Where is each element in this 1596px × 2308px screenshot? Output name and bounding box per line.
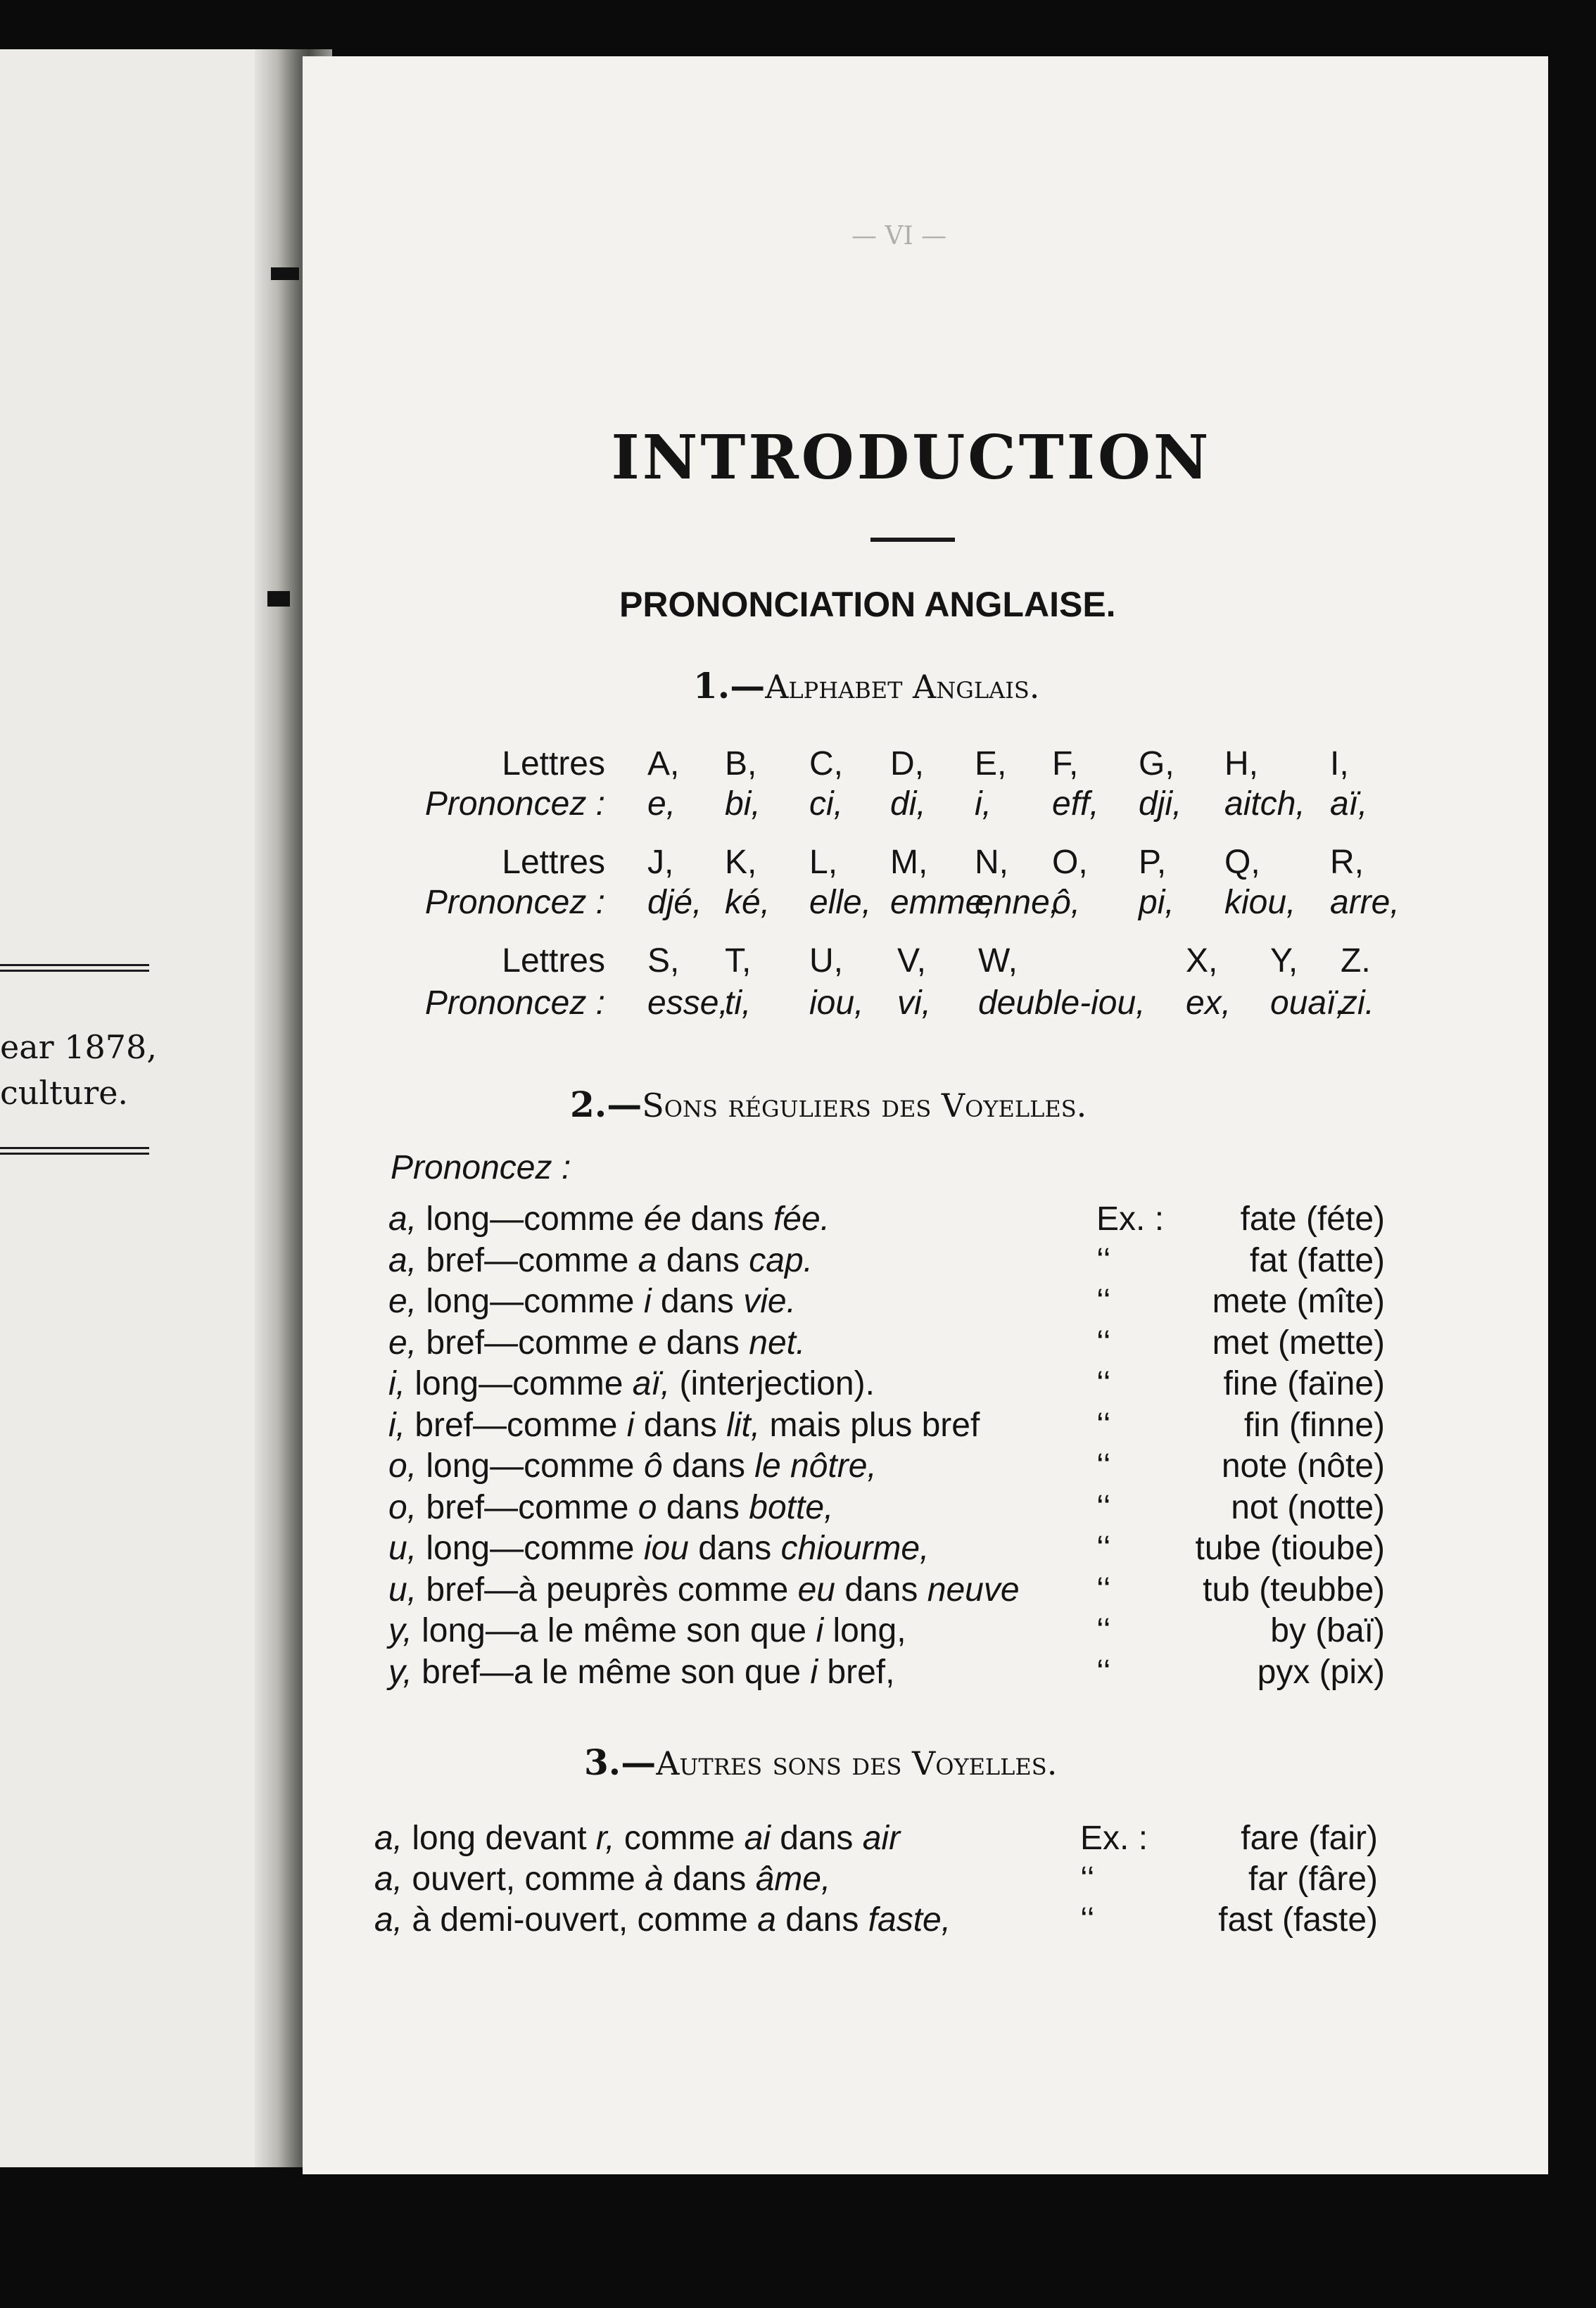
vowel-rule-line <box>388 1241 813 1280</box>
vowel-rule-line <box>374 1860 830 1898</box>
italic-example: o, <box>388 1488 417 1526</box>
example-word: fate (féte) <box>1240 1200 1385 1238</box>
rule-text: ouvert, comme <box>403 1860 645 1898</box>
example-marker: ‘‘ <box>1096 1571 1111 1609</box>
alphabet-pronunciation: enne, <box>975 884 1060 921</box>
italic-example: faste, <box>868 1901 951 1939</box>
italic-example: i <box>626 1406 635 1444</box>
example-marker: ‘‘ <box>1096 1653 1111 1691</box>
example-marker: ‘‘ <box>1096 1324 1111 1362</box>
rule-text: bref—comme <box>405 1406 627 1444</box>
alphabet-letter: F, <box>1052 745 1079 782</box>
example-word: pyx (pix) <box>1257 1653 1385 1691</box>
alphabet-pronunciation: ké, <box>725 884 771 921</box>
italic-example: cap. <box>749 1241 813 1279</box>
italic-example: a, <box>374 1820 403 1857</box>
italic-example: ai <box>744 1820 771 1857</box>
alphabet-letter: H, <box>1224 745 1258 782</box>
italic-example: a, <box>374 1860 403 1898</box>
italic-example: a, <box>388 1241 417 1279</box>
rule-text: dans <box>663 1860 756 1898</box>
page-title: INTRODUCTION <box>611 422 1212 493</box>
alphabet-pronunciation: deuble-iou, <box>978 984 1146 1022</box>
alphabet-pronunciation: djé, <box>647 884 702 921</box>
section-3-label: Autres sons des Voyelles. <box>656 1744 1058 1782</box>
italic-example: âme, <box>755 1860 831 1898</box>
section-3-title <box>584 1742 1057 1783</box>
section-3-number: 3.— <box>584 1742 657 1783</box>
alphabet-letter: N, <box>975 844 1008 881</box>
alphabet-letter: I, <box>1330 745 1349 782</box>
rule-text: à demi-ouvert, comme <box>403 1901 758 1939</box>
italic-example: y, <box>388 1653 412 1691</box>
section-2-title <box>570 1084 1087 1125</box>
title-dash <box>870 538 955 542</box>
rule-text: dans <box>688 1530 781 1567</box>
alphabet-letters-label: Lettres <box>502 844 605 881</box>
left-page-rule-top <box>0 964 149 972</box>
alphabet-pronunciation: pi, <box>1139 884 1174 921</box>
example-word: far (fâre) <box>1248 1860 1378 1898</box>
rule-text: long—comme <box>417 1200 644 1238</box>
example-marker: ‘‘ <box>1096 1530 1111 1567</box>
vowel-rule-line <box>388 1200 830 1238</box>
rule-text: dans <box>651 1283 744 1320</box>
italic-example: ô <box>643 1447 663 1485</box>
alphabet-pronunciation: ô, <box>1052 884 1081 921</box>
page-number: — VI — <box>851 222 947 251</box>
example-word: fast (faste) <box>1218 1901 1378 1939</box>
alphabet-letter: Y, <box>1270 942 1298 979</box>
vowel-rule-line <box>388 1324 805 1362</box>
example-word: fine (faïne) <box>1223 1365 1385 1402</box>
alphabet-pronunciation: i, <box>975 785 992 823</box>
example-marker: ‘‘ <box>1080 1860 1095 1898</box>
example-marker: Ex. : <box>1080 1820 1148 1857</box>
rule-text: (interjection). <box>670 1365 875 1402</box>
italic-example: à <box>645 1860 664 1898</box>
rule-text: bref—a le même son que <box>412 1653 811 1691</box>
vowel-rule-line <box>388 1611 906 1650</box>
section-heading: PRONONCIATION ANGLAISE. <box>619 585 1116 624</box>
rule-text: dans <box>770 1820 863 1857</box>
italic-example: eu <box>797 1571 835 1609</box>
alphabet-pronunciation: ex, <box>1186 984 1231 1022</box>
italic-example: e, <box>388 1324 417 1362</box>
rule-text: bref—comme <box>417 1488 638 1526</box>
alphabet-letter: M, <box>890 844 928 881</box>
alphabet-letter: V, <box>897 942 926 979</box>
section-2-label: Sons réguliers des Voyelles. <box>642 1086 1087 1124</box>
rule-text: dans <box>662 1447 755 1485</box>
example-word: tube (tioube) <box>1195 1530 1385 1567</box>
vowel-rule-line <box>388 1447 877 1485</box>
alphabet-letter: Z. <box>1341 942 1371 979</box>
rule-text: dans <box>657 1324 749 1362</box>
alphabet-pronunciation: ouaï, <box>1270 984 1345 1022</box>
alphabet-pronounce-label: Prononcez : <box>424 984 605 1022</box>
alphabet-letter: K, <box>725 844 757 881</box>
alphabet-pronunciation: elle, <box>809 884 872 921</box>
italic-example: neuve <box>927 1571 1020 1609</box>
italic-example: air <box>862 1820 901 1857</box>
vowel-rule-line <box>388 1282 796 1321</box>
rule-text: long—comme <box>417 1447 644 1485</box>
left-page-line-2: culture. <box>0 1074 129 1112</box>
section-1-label: Alphabet Anglais. <box>765 668 1040 706</box>
italic-example: aï, <box>632 1365 671 1402</box>
binding-mark <box>271 267 299 280</box>
italic-example: y, <box>388 1612 412 1649</box>
alphabet-pronunciation: bi, <box>725 785 761 823</box>
rule-text: dans <box>657 1241 749 1279</box>
vowel-rule-line <box>388 1488 833 1527</box>
italic-example: o, <box>388 1447 417 1485</box>
italic-example: u, <box>388 1530 417 1567</box>
alphabet-letter: P, <box>1139 844 1167 881</box>
alphabet-pronunciation: ti, <box>725 984 752 1022</box>
italic-example: e <box>638 1324 657 1362</box>
rule-text: dans <box>681 1200 773 1238</box>
alphabet-pronunciation: e, <box>647 785 676 823</box>
rule-text: long—comme <box>417 1530 644 1567</box>
rule-text: long—a le même son que <box>412 1612 816 1649</box>
alphabet-letter: U, <box>809 942 843 979</box>
italic-example: vie. <box>743 1283 796 1320</box>
italic-example: le nôtre, <box>754 1447 877 1485</box>
italic-example: a, <box>388 1200 417 1238</box>
italic-example: i <box>816 1612 824 1649</box>
example-word: mete (mîte) <box>1212 1283 1385 1320</box>
italic-example: iou <box>643 1530 689 1567</box>
section-1-title <box>693 665 1039 706</box>
example-marker: ‘‘ <box>1096 1488 1111 1526</box>
example-marker: Ex. : <box>1096 1200 1165 1238</box>
alphabet-pronunciation: vi, <box>897 984 931 1022</box>
rule-text: bref—comme <box>417 1241 638 1279</box>
alphabet-pronunciation: aitch, <box>1224 785 1305 823</box>
alphabet-pronunciation: eff, <box>1052 785 1099 823</box>
example-word: fin (finne) <box>1243 1406 1385 1444</box>
alphabet-letter: T, <box>725 942 752 979</box>
italic-example: lit, <box>726 1406 761 1444</box>
rule-text: mais plus bref <box>760 1406 980 1444</box>
italic-example: i, <box>388 1406 405 1444</box>
example-word: note (nôte) <box>1221 1447 1385 1485</box>
vowel-rule-line <box>374 1901 951 1939</box>
alphabet-pronunciation: aï, <box>1330 785 1368 823</box>
alphabet-pronunciation: emme, <box>890 884 994 921</box>
rule-text: long—comme <box>417 1283 644 1320</box>
rule-text: comme <box>614 1820 745 1857</box>
alphabet-letter: S, <box>647 942 680 979</box>
rule-text: dans <box>835 1571 927 1609</box>
italic-example: i, <box>388 1365 405 1402</box>
alphabet-pronunciation: zi. <box>1341 984 1374 1022</box>
left-page-line-1: ear 1878, <box>0 1028 157 1066</box>
rule-text: bref—à peuprès comme <box>417 1571 798 1609</box>
alphabet-letter: R, <box>1330 844 1364 881</box>
italic-example: e, <box>388 1283 417 1320</box>
vowel-rule-line <box>388 1529 929 1568</box>
italic-example: net. <box>749 1324 806 1362</box>
alphabet-pronunciation: dji, <box>1139 785 1182 823</box>
section-2-intro: Prononcez : <box>391 1149 571 1186</box>
rule-text: long—comme <box>405 1365 633 1402</box>
italic-example: chiourme, <box>780 1530 930 1567</box>
italic-example: i <box>810 1653 818 1691</box>
vowel-rule-line <box>388 1571 1020 1609</box>
rule-text: bref—comme <box>417 1324 638 1362</box>
rule-text: dans <box>657 1488 749 1526</box>
example-marker: ‘‘ <box>1096 1283 1111 1320</box>
alphabet-letter: X, <box>1186 942 1218 979</box>
italic-example: r, <box>595 1820 615 1857</box>
alphabet-pronounce-label: Prononcez : <box>424 785 605 823</box>
italic-example: a <box>757 1901 776 1939</box>
italic-example: a, <box>374 1901 403 1939</box>
example-marker: ‘‘ <box>1096 1447 1111 1485</box>
alphabet-letter: D, <box>890 745 924 782</box>
italic-example: u, <box>388 1571 417 1609</box>
alphabet-letter: L, <box>809 844 838 881</box>
alphabet-letters-label: Lettres <box>502 745 605 782</box>
example-word: tub (teubbe) <box>1203 1571 1385 1609</box>
binding-mark <box>267 591 290 607</box>
alphabet-pronunciation: di, <box>890 785 926 823</box>
example-word: by (baï) <box>1270 1612 1385 1649</box>
italic-example: fée. <box>773 1200 830 1238</box>
vowel-rule-line <box>374 1819 900 1858</box>
vowel-rule-line <box>388 1364 875 1403</box>
italic-example: i <box>643 1283 652 1320</box>
alphabet-letter: J, <box>647 844 674 881</box>
alphabet-letter: Q, <box>1224 844 1260 881</box>
example-word: fat (fatte) <box>1249 1241 1385 1279</box>
section-2-number: 2.— <box>570 1084 642 1125</box>
alphabet-letters-label: Lettres <box>502 942 605 979</box>
vowel-rule-line <box>388 1653 894 1692</box>
example-marker: ‘‘ <box>1096 1241 1111 1279</box>
alphabet-letter: G, <box>1139 745 1174 782</box>
alphabet-letter: B, <box>725 745 757 782</box>
italic-example: o <box>638 1488 657 1526</box>
rule-text: long devant <box>403 1820 596 1857</box>
alphabet-pronunciation: iou, <box>809 984 864 1022</box>
left-page-rule-bottom <box>0 1147 149 1155</box>
example-word: met (mette) <box>1212 1324 1385 1362</box>
left-page <box>0 49 281 2167</box>
alphabet-pronunciation: ci, <box>809 785 843 823</box>
example-marker: ‘‘ <box>1096 1612 1111 1649</box>
rule-text: dans <box>634 1406 727 1444</box>
alphabet-pronunciation: kiou, <box>1224 884 1296 921</box>
example-marker: ‘‘ <box>1096 1365 1111 1402</box>
section-1-number: 1.— <box>693 665 766 706</box>
alphabet-pronunciation: arre, <box>1330 884 1400 921</box>
alphabet-letter: O, <box>1052 844 1088 881</box>
alphabet-pronounce-label: Prononcez : <box>424 884 605 921</box>
rule-text: long, <box>823 1612 906 1649</box>
example-marker: ‘‘ <box>1096 1406 1111 1444</box>
alphabet-letter: E, <box>975 745 1007 782</box>
italic-example: a <box>638 1241 657 1279</box>
example-word: not (notte) <box>1231 1488 1385 1526</box>
alphabet-letter: W, <box>978 942 1018 979</box>
alphabet-pronunciation: esse, <box>647 984 728 1022</box>
example-marker: ‘‘ <box>1080 1901 1095 1939</box>
vowel-rule-line <box>388 1406 980 1445</box>
italic-example: botte, <box>749 1488 834 1526</box>
alphabet-letter: A, <box>647 745 680 782</box>
alphabet-letter: C, <box>809 745 843 782</box>
rule-text: dans <box>775 1901 868 1939</box>
rule-text: bref, <box>818 1653 895 1691</box>
example-word: fare (fair) <box>1241 1820 1378 1857</box>
italic-example: ée <box>643 1200 682 1238</box>
